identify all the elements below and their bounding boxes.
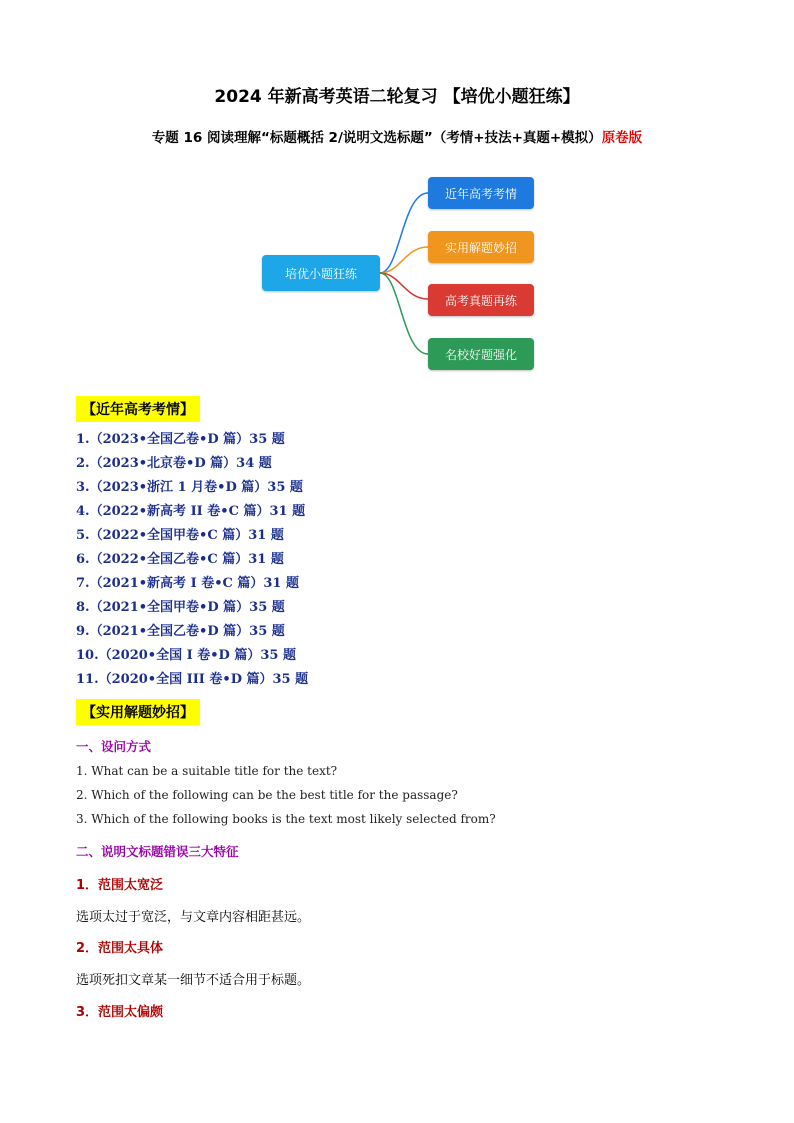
- mindmap-root: 培优小题狂练: [262, 255, 380, 291]
- connector-4: [380, 273, 428, 354]
- feature-text-too-specific: 选项死扣文章某一细节不适合用于标题。: [76, 973, 311, 988]
- question-item: 1. What can be a suitable title for the text?: [76, 764, 338, 778]
- section-tag-exam-trends: 【近年高考考情】: [76, 396, 200, 422]
- exam-item: 8.（2021•全国甲卷•D 篇）35 题: [76, 600, 285, 615]
- mindmap-branch-tips: 实用解题妙招: [428, 231, 534, 263]
- heading-question-types: 一、设问方式: [76, 739, 152, 754]
- exam-item: 4.（2022•新高考 II 卷•C 篇）31 题: [76, 504, 306, 519]
- question-item: 2. Which of the following can be the best title for the passage?: [76, 788, 458, 802]
- feature-heading-too-specific: 2．范围太具体: [76, 941, 164, 956]
- exam-item: 9.（2021•全国乙卷•D 篇）35 题: [76, 624, 285, 639]
- question-list: [76, 762, 496, 834]
- feature-text-too-broad: 选项太过于宽泛，与文章内容相距甚远。: [76, 910, 311, 925]
- exam-item: 3.（2023•浙江 1 月卷•D 篇）35 题: [76, 480, 303, 495]
- section-tag-tips: 【实用解题妙招】: [76, 699, 200, 725]
- subtitle-version: 原卷版: [601, 130, 643, 146]
- heading-title-error-features: 二、说明文标题错误三大特征: [76, 844, 239, 859]
- feature-heading-too-broad: 1．范围太宽泛: [76, 878, 164, 893]
- exam-item: 2.（2023•北京卷•D 篇）34 题: [76, 456, 272, 471]
- exam-item: 10.（2020•全国 I 卷•D 篇）35 题: [76, 648, 296, 663]
- mindmap-branch-real-exams: 高考真题再练: [428, 284, 534, 316]
- feature-heading-too-biased: 3．范围太偏颇: [76, 1005, 164, 1020]
- page-title: 2024 年新高考英语二轮复习 【培优小题狂练】: [214, 87, 580, 107]
- connector-1: [380, 193, 428, 273]
- exam-item: 1.（2023•全国乙卷•D 篇）35 题: [76, 432, 285, 447]
- exam-item: 5.（2022•全国甲卷•C 篇）31 题: [76, 528, 284, 543]
- exam-list: [76, 430, 308, 694]
- question-item: 3. Which of the following books is the text most likely selected from?: [76, 812, 496, 826]
- exam-item: 11.（2020•全国 III 卷•D 篇）35 题: [76, 672, 309, 687]
- mindmap-connectors: [0, 0, 794, 400]
- mindmap-branch-school-questions: 名校好题强化: [428, 338, 534, 370]
- subtitle-main: 专题 16 阅读理解“标题概括 2/说明文选标题”（考情+技法+真题+模拟）: [151, 130, 602, 146]
- exam-item: 7.（2021•新高考 I 卷•C 篇）31 题: [76, 576, 299, 591]
- exam-item: 6.（2022•全国乙卷•C 篇）31 题: [76, 552, 284, 567]
- mindmap-branch-exam-trends: 近年高考考情: [428, 177, 534, 209]
